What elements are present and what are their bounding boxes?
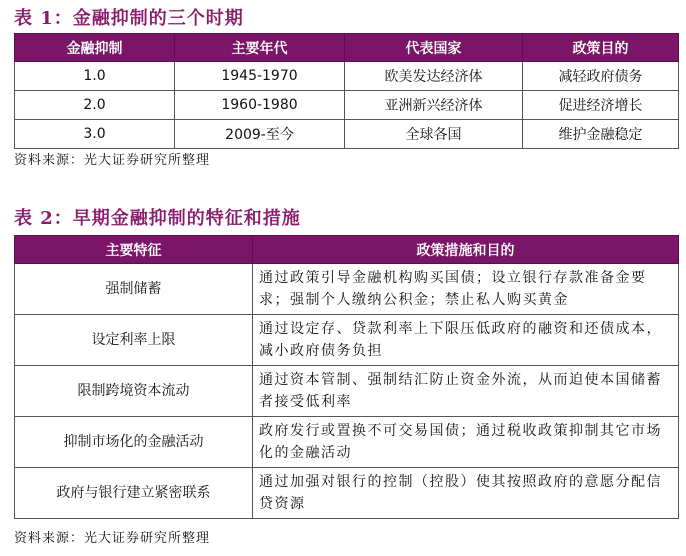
table-cell: 1.0 [15,62,175,91]
measure-cell: 通过资本管制、强制结汇防止资金外流，从而迫使本国储蓄者接受低利率 [253,366,679,417]
table2-header-cell: 主要特征 [15,236,253,264]
table-row [15,417,679,468]
table-row [15,120,679,149]
table1-source: 资料来源：光大证券研究所整理 [14,153,211,168]
table1-header-cell: 政策目的 [523,34,679,62]
feature-cell: 限制跨境资本流动 [15,366,253,417]
table1-header-row [15,34,679,62]
table-cell: 1945-1970 [175,62,345,91]
table-cell: 促进经济增长 [523,91,679,120]
table-cell: 2.0 [15,91,175,120]
table1 [14,33,679,149]
table-row [15,468,679,519]
table1-header-cell: 金融抑制 [15,34,175,62]
table-cell: 维护金融稳定 [523,120,679,149]
measure-cell: 通过政策引导金融机构购买国债；设立银行存款准备金要求；强制个人缴纳公积金；禁止私人购买黄金 [253,264,679,315]
table-row [15,366,679,417]
table-cell: 欧美发达经济体 [345,62,523,91]
table-cell: 全球各国 [345,120,523,149]
table-cell: 2009-至今 [175,120,345,149]
table1-header-cell: 主要年代 [175,34,345,62]
table2-header-cell: 政策措施和目的 [253,236,679,264]
feature-cell: 强制储蓄 [15,264,253,315]
table2-title: 表 2：早期金融抑制的特征和措施 [14,208,301,229]
table2-header-row [15,236,679,264]
table2 [14,235,679,519]
feature-cell: 抑制市场化的金融活动 [15,417,253,468]
table2-source: 资料来源：光大证券研究所整理 [14,531,211,546]
table1-title: 表 1：金融抑制的三个时期 [14,8,244,29]
table-row [15,315,679,366]
table-row [15,62,679,91]
table-cell: 减轻政府债务 [523,62,679,91]
feature-cell: 政府与银行建立紧密联系 [15,468,253,519]
table-row [15,91,679,120]
table-cell: 1960-1980 [175,91,345,120]
table-cell: 3.0 [15,120,175,149]
table1-header-cell: 代表国家 [345,34,523,62]
table-row [15,264,679,315]
measure-cell: 通过设定存、贷款利率上下限压低政府的融资和还债成本，减小政府债务负担 [253,315,679,366]
measure-cell: 通过加强对银行的控制（控股）使其按照政府的意愿分配信贷资源 [253,468,679,519]
feature-cell: 设定利率上限 [15,315,253,366]
measure-cell: 政府发行或置换不可交易国债；通过税收政策抑制其它市场化的金融活动 [253,417,679,468]
table-cell: 亚洲新兴经济体 [345,91,523,120]
